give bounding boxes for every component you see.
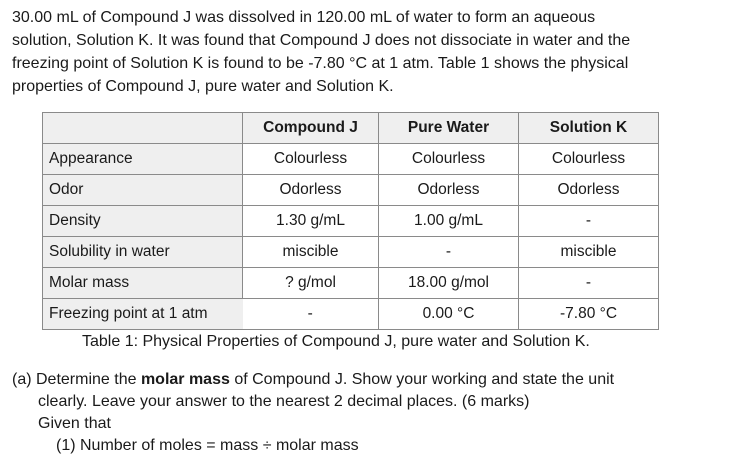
question-line: clearly. Leave your answer to the nearest 2 decimal places. (6 marks) xyxy=(38,393,530,410)
property-label: Freezing point at 1 atm xyxy=(43,299,243,330)
table-cell: Colourless xyxy=(243,144,379,175)
property-label: Density xyxy=(43,206,243,237)
question-line: (1) Number of moles = mass ÷ molar mass xyxy=(56,437,359,454)
header-compound-j: Compound J xyxy=(243,113,379,144)
table-cell: - xyxy=(519,268,659,299)
table-cell: Colourless xyxy=(379,144,519,175)
table-row xyxy=(43,206,659,237)
table-cell: - xyxy=(379,237,519,268)
intro-line: freezing point of Solution K is found to be -7.80 °C at 1 atm. Table 1 shows the physical xyxy=(12,55,629,72)
properties-table xyxy=(42,112,659,330)
question-prefix: (a) Determine the xyxy=(12,371,141,388)
table-cell: 0.00 °C xyxy=(379,299,519,330)
table-cell: miscible xyxy=(519,237,659,268)
table-header-row xyxy=(43,113,659,144)
table-cell: ? g/mol xyxy=(243,268,379,299)
question-suffix: of Compound J. Show your working and state the unit xyxy=(229,371,615,388)
table-cell: - xyxy=(243,299,379,330)
table-cell: 18.00 g/mol xyxy=(379,268,519,299)
table-cell: Odorless xyxy=(379,175,519,206)
intro-line: properties of Compound J, pure water and Solution K. xyxy=(12,78,394,95)
question-line: Given that xyxy=(38,415,111,432)
table-row xyxy=(43,175,659,206)
table-row xyxy=(43,237,659,268)
table-caption: Table 1: Physical Properties of Compound J, pure water and Solution K. xyxy=(82,333,590,350)
question-bold-term: molar mass xyxy=(140,371,230,388)
property-label: Solubility in water xyxy=(43,237,243,268)
header-pure-water: Pure Water xyxy=(379,113,519,144)
intro-line: 30.00 mL of Compound J was dissolved in 120.00 mL of water to form an aqueous xyxy=(12,9,596,26)
table-row xyxy=(43,299,659,330)
intro-line: solution, Solution K. It was found that Compound J does not dissociate in water and the xyxy=(12,32,631,49)
table-cell: - xyxy=(519,206,659,237)
table-cell: miscible xyxy=(243,237,379,268)
table-cell: Odorless xyxy=(243,175,379,206)
table-row xyxy=(43,268,659,299)
property-label: Odor xyxy=(43,175,243,206)
header-cell-empty xyxy=(43,113,243,144)
property-label: Appearance xyxy=(43,144,243,175)
table-cell: Odorless xyxy=(519,175,659,206)
table-row xyxy=(43,144,659,175)
table-cell: Colourless xyxy=(519,144,659,175)
header-solution-k: Solution K xyxy=(519,113,659,144)
intro-paragraph xyxy=(12,6,742,98)
question-line xyxy=(12,369,614,391)
question-a xyxy=(12,369,614,457)
property-label: Molar mass xyxy=(43,268,243,299)
table-cell: 1.00 g/mL xyxy=(379,206,519,237)
table-cell: -7.80 °C xyxy=(519,299,659,330)
table-cell: 1.30 g/mL xyxy=(243,206,379,237)
